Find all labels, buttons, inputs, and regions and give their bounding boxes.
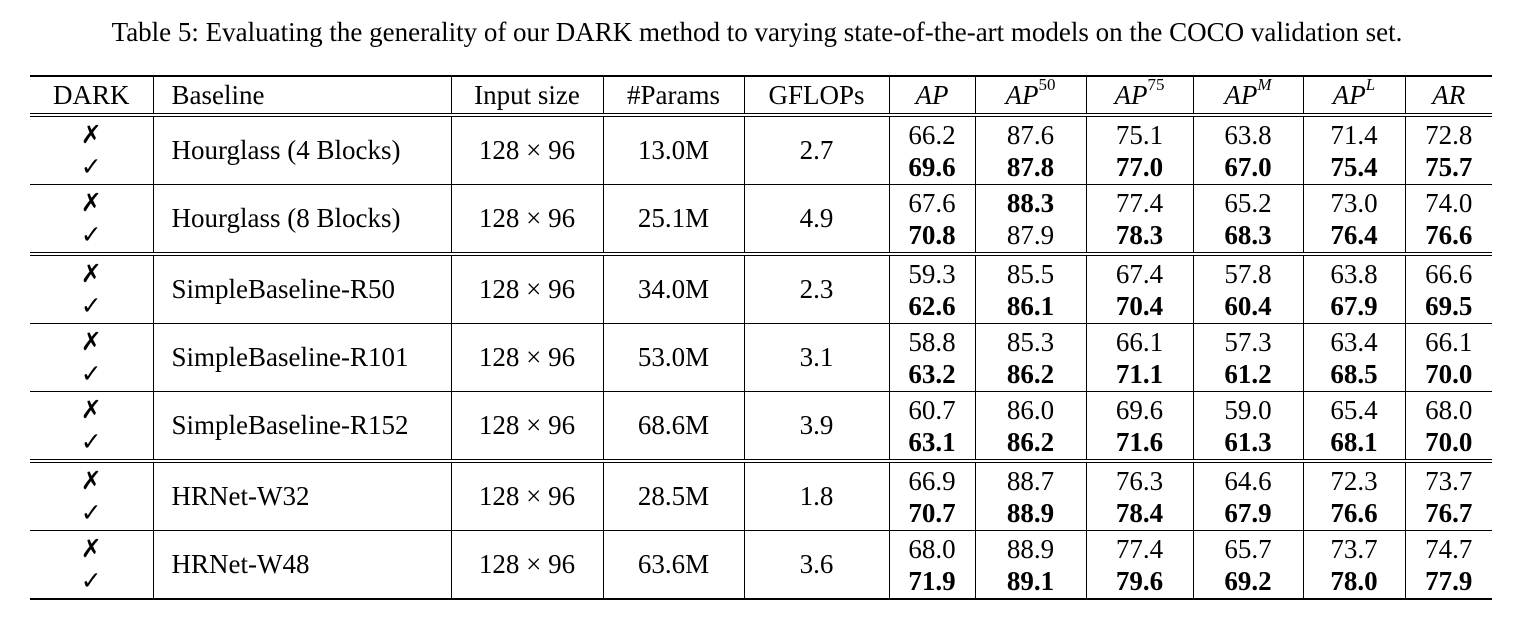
metric-with-dark: 75.7 [1425, 151, 1473, 182]
table-row [30, 185, 1492, 255]
apm-cell [1193, 115, 1303, 185]
metric-with-dark: 86.2 [1006, 426, 1055, 457]
ar-cell [1405, 185, 1492, 255]
metric-with-dark: 76.4 [1330, 219, 1378, 250]
metric-with-dark: 89.1 [1006, 565, 1055, 596]
metric-with-dark: 60.4 [1224, 290, 1272, 321]
metric-with-dark: 76.6 [1425, 219, 1473, 250]
apm-cell [1193, 254, 1303, 324]
header-gflops: GFLOPs [744, 76, 889, 115]
cross-mark-icon: ✗ [80, 533, 102, 563]
input-size-cell: 128 × 96 [451, 254, 603, 324]
params-cell: 53.0M [603, 324, 744, 392]
input-size-cell: 128 × 96 [451, 185, 603, 255]
header-dark: DARK [30, 76, 153, 115]
metric-without-dark: 75.1 [1115, 119, 1164, 150]
metric-without-dark: 65.4 [1330, 394, 1378, 425]
gflops-cell: 3.9 [744, 392, 889, 462]
metric-with-dark: 62.6 [908, 290, 956, 321]
apm-cell [1193, 531, 1303, 600]
metric-with-dark: 75.4 [1330, 151, 1378, 182]
cross-mark-icon: ✗ [80, 187, 102, 217]
metric-with-dark: 63.2 [908, 358, 956, 389]
cross-mark-icon: ✗ [80, 326, 102, 356]
table-row [30, 392, 1492, 462]
ap-cell [889, 185, 975, 255]
metric-without-dark: 67.4 [1115, 258, 1164, 289]
metric-without-dark: 67.6 [908, 187, 956, 218]
input-size-cell: 128 × 96 [451, 115, 603, 185]
gflops-cell: 3.6 [744, 531, 889, 600]
ar-cell [1405, 115, 1492, 185]
metric-with-dark: 68.1 [1330, 426, 1378, 457]
apl-cell [1303, 392, 1405, 462]
metric-without-dark: 87.6 [1006, 119, 1055, 150]
metric-with-dark: 70.8 [908, 219, 956, 250]
metric-with-dark: 70.0 [1425, 426, 1473, 457]
dark-marks [30, 324, 153, 392]
metric-without-dark: 65.2 [1224, 187, 1272, 218]
header-row [30, 76, 1492, 115]
metric-without-dark: 66.2 [908, 119, 956, 150]
results-table [30, 75, 1492, 600]
table-row [30, 115, 1492, 185]
gflops-cell: 3.1 [744, 324, 889, 392]
metric-with-dark: 78.3 [1115, 219, 1164, 250]
metric-without-dark: 77.4 [1115, 187, 1164, 218]
input-size-cell: 128 × 96 [451, 324, 603, 392]
baseline-cell: SimpleBaseline-R50 [153, 254, 451, 324]
header-ap75: AP$^{75}$ [1086, 76, 1193, 115]
dark-marks [30, 115, 153, 185]
ap50-cell [975, 254, 1086, 324]
metric-without-dark: 73.7 [1330, 533, 1378, 564]
metric-without-dark: 60.7 [908, 394, 956, 425]
metric-with-dark: 78.0 [1330, 565, 1378, 596]
metric-with-dark: 63.1 [908, 426, 956, 457]
table-caption: Table 5: Evaluating the generality of our DARK method to varying state-of-the-art models on the COCO validation set. [111, 17, 1403, 47]
apl-cell [1303, 531, 1405, 600]
apm-cell [1193, 324, 1303, 392]
check-mark-icon: ✓ [80, 565, 102, 595]
apm-cell [1193, 185, 1303, 255]
metric-with-dark: 88.9 [1006, 497, 1055, 528]
metric-without-dark: 73.0 [1330, 187, 1378, 218]
header-apl: $AP^L$ [1303, 76, 1405, 115]
ap50-cell [975, 324, 1086, 392]
metric-without-dark: 71.4 [1330, 119, 1378, 150]
metric-without-dark: 86.0 [1006, 394, 1055, 425]
ar-cell [1405, 324, 1492, 392]
metric-with-dark: 71.9 [908, 565, 956, 596]
metric-without-dark: 63.8 [1224, 119, 1272, 150]
metric-without-dark: 59.0 [1224, 394, 1272, 425]
ap-cell [889, 254, 975, 324]
params-cell: 34.0M [603, 254, 744, 324]
input-size-cell: 128 × 96 [451, 392, 603, 462]
metric-without-dark: 68.0 [908, 533, 956, 564]
metric-with-dark: 86.1 [1006, 290, 1055, 321]
metric-without-dark: 63.8 [1330, 258, 1378, 289]
header-ap: AP [889, 76, 975, 115]
metric-without-dark: 65.7 [1224, 533, 1272, 564]
metric-without-dark: 64.6 [1224, 465, 1272, 496]
apm-cell [1193, 392, 1303, 462]
ap-cell [889, 392, 975, 462]
input-size-cell: 128 × 96 [451, 461, 603, 531]
metric-without-dark: 88.9 [1006, 533, 1055, 564]
dark-marks [30, 392, 153, 462]
ap50-cell [975, 392, 1086, 462]
baseline-cell: SimpleBaseline-R101 [153, 324, 451, 392]
metric-with-dark: 67.9 [1330, 290, 1378, 321]
baseline-cell: HRNet-W32 [153, 461, 451, 531]
dark-marks [30, 185, 153, 255]
metric-without-dark: 74.7 [1425, 533, 1473, 564]
dark-marks [30, 531, 153, 600]
metric-with-dark: 61.3 [1224, 426, 1272, 457]
apl-cell [1303, 324, 1405, 392]
params-cell: 63.6M [603, 531, 744, 600]
metric-without-dark: 74.0 [1425, 187, 1473, 218]
check-mark-icon: ✓ [80, 497, 102, 527]
ap-cell [889, 531, 975, 600]
apl-cell [1303, 461, 1405, 531]
metric-with-dark: 76.7 [1425, 497, 1473, 528]
metric-without-dark: 58.8 [908, 326, 956, 357]
header-ap50: AP$^{50}$ [975, 76, 1086, 115]
metric-without-dark: 72.3 [1330, 465, 1378, 496]
ar-cell [1405, 254, 1492, 324]
metric-with-dark: 69.6 [908, 151, 956, 182]
header-baseline: Baseline [153, 76, 451, 115]
table-row [30, 461, 1492, 531]
check-mark-icon: ✓ [80, 151, 102, 181]
ar-cell [1405, 392, 1492, 462]
input-size-cell: 128 × 96 [451, 531, 603, 600]
dark-marks [30, 254, 153, 324]
ap-cell [889, 115, 975, 185]
metric-without-dark: 66.1 [1425, 326, 1473, 357]
ap75-cell [1086, 254, 1193, 324]
metric-without-dark: 88.7 [1006, 465, 1055, 496]
metric-with-dark: 77.0 [1115, 151, 1164, 182]
metric-without-dark: 77.4 [1115, 533, 1164, 564]
gflops-cell: 1.8 [744, 461, 889, 531]
ap75-cell [1086, 392, 1193, 462]
metric-with-dark: 67.0 [1224, 151, 1272, 182]
ap50-cell [975, 185, 1086, 255]
metric-with-dark: 76.6 [1330, 497, 1378, 528]
metric-without-dark: 66.9 [908, 465, 956, 496]
header-ar: AR [1405, 76, 1492, 115]
metric-without-dark: 57.8 [1224, 258, 1272, 289]
ap50-cell [975, 531, 1086, 600]
ap-cell [889, 324, 975, 392]
cross-mark-icon: ✗ [80, 119, 102, 149]
check-mark-icon: ✓ [80, 358, 102, 388]
apl-cell [1303, 254, 1405, 324]
table-row [30, 254, 1492, 324]
metric-with-dark: 79.6 [1115, 565, 1164, 596]
metric-with-dark: 69.2 [1224, 565, 1272, 596]
ap75-cell [1086, 185, 1193, 255]
apm-cell [1193, 461, 1303, 531]
metric-with-dark: 86.2 [1006, 358, 1055, 389]
baseline-cell: Hourglass (8 Blocks) [153, 185, 451, 255]
gflops-cell: 4.9 [744, 185, 889, 255]
ar-cell [1405, 531, 1492, 600]
metric-without-dark: 59.3 [908, 258, 956, 289]
header-apm: $AP^M$ [1193, 76, 1303, 115]
ap-cell [889, 461, 975, 531]
metric-without-dark: 85.5 [1006, 258, 1055, 289]
metric-with-dark: 67.9 [1224, 497, 1272, 528]
metric-without-dark: 57.3 [1224, 326, 1272, 357]
metric-with-dark: 68.3 [1224, 219, 1272, 250]
metric-with-dark: 61.2 [1224, 358, 1272, 389]
metric-without-dark: 72.8 [1425, 119, 1473, 150]
metric-without-dark: 88.3 [1006, 187, 1055, 218]
ap75-cell [1086, 324, 1193, 392]
ap50-cell [975, 461, 1086, 531]
check-mark-icon: ✓ [80, 290, 102, 320]
metric-with-dark: 71.1 [1115, 358, 1164, 389]
params-cell: 28.5M [603, 461, 744, 531]
metric-with-dark: 69.5 [1425, 290, 1473, 321]
ap75-cell [1086, 115, 1193, 185]
metric-with-dark: 87.8 [1006, 151, 1055, 182]
metric-with-dark: 70.0 [1425, 358, 1473, 389]
check-mark-icon: ✓ [80, 219, 102, 249]
table-row [30, 531, 1492, 600]
metric-without-dark: 85.3 [1006, 326, 1055, 357]
metric-with-dark: 70.4 [1115, 290, 1164, 321]
metric-without-dark: 68.0 [1425, 394, 1473, 425]
apl-cell [1303, 115, 1405, 185]
cross-mark-icon: ✗ [80, 258, 102, 288]
metric-without-dark: 69.6 [1115, 394, 1164, 425]
metric-without-dark: 63.4 [1330, 326, 1378, 357]
ar-cell [1405, 461, 1492, 531]
metric-without-dark: 73.7 [1425, 465, 1473, 496]
metric-with-dark: 71.6 [1115, 426, 1164, 457]
params-cell: 13.0M [603, 115, 744, 185]
metric-with-dark: 77.9 [1425, 565, 1473, 596]
dark-marks [30, 461, 153, 531]
ap75-cell [1086, 531, 1193, 600]
cross-mark-icon: ✗ [80, 394, 102, 424]
header-input-size: Input size [451, 76, 603, 115]
metric-with-dark: 70.7 [908, 497, 956, 528]
gflops-cell: 2.3 [744, 254, 889, 324]
baseline-cell: HRNet-W48 [153, 531, 451, 600]
baseline-cell: Hourglass (4 Blocks) [153, 115, 451, 185]
metric-with-dark: 78.4 [1115, 497, 1164, 528]
cross-mark-icon: ✗ [80, 465, 102, 495]
apl-cell [1303, 185, 1405, 255]
ap75-cell [1086, 461, 1193, 531]
check-mark-icon: ✓ [80, 426, 102, 456]
metric-with-dark: 68.5 [1330, 358, 1378, 389]
table-row [30, 324, 1492, 392]
params-cell: 25.1M [603, 185, 744, 255]
params-cell: 68.6M [603, 392, 744, 462]
metric-without-dark: 66.6 [1425, 258, 1473, 289]
baseline-cell: SimpleBaseline-R152 [153, 392, 451, 462]
header-params: #Params [603, 76, 744, 115]
gflops-cell: 2.7 [744, 115, 889, 185]
ap50-cell [975, 115, 1086, 185]
metric-without-dark: 76.3 [1115, 465, 1164, 496]
metric-with-dark: 87.9 [1006, 219, 1055, 250]
metric-without-dark: 66.1 [1115, 326, 1164, 357]
